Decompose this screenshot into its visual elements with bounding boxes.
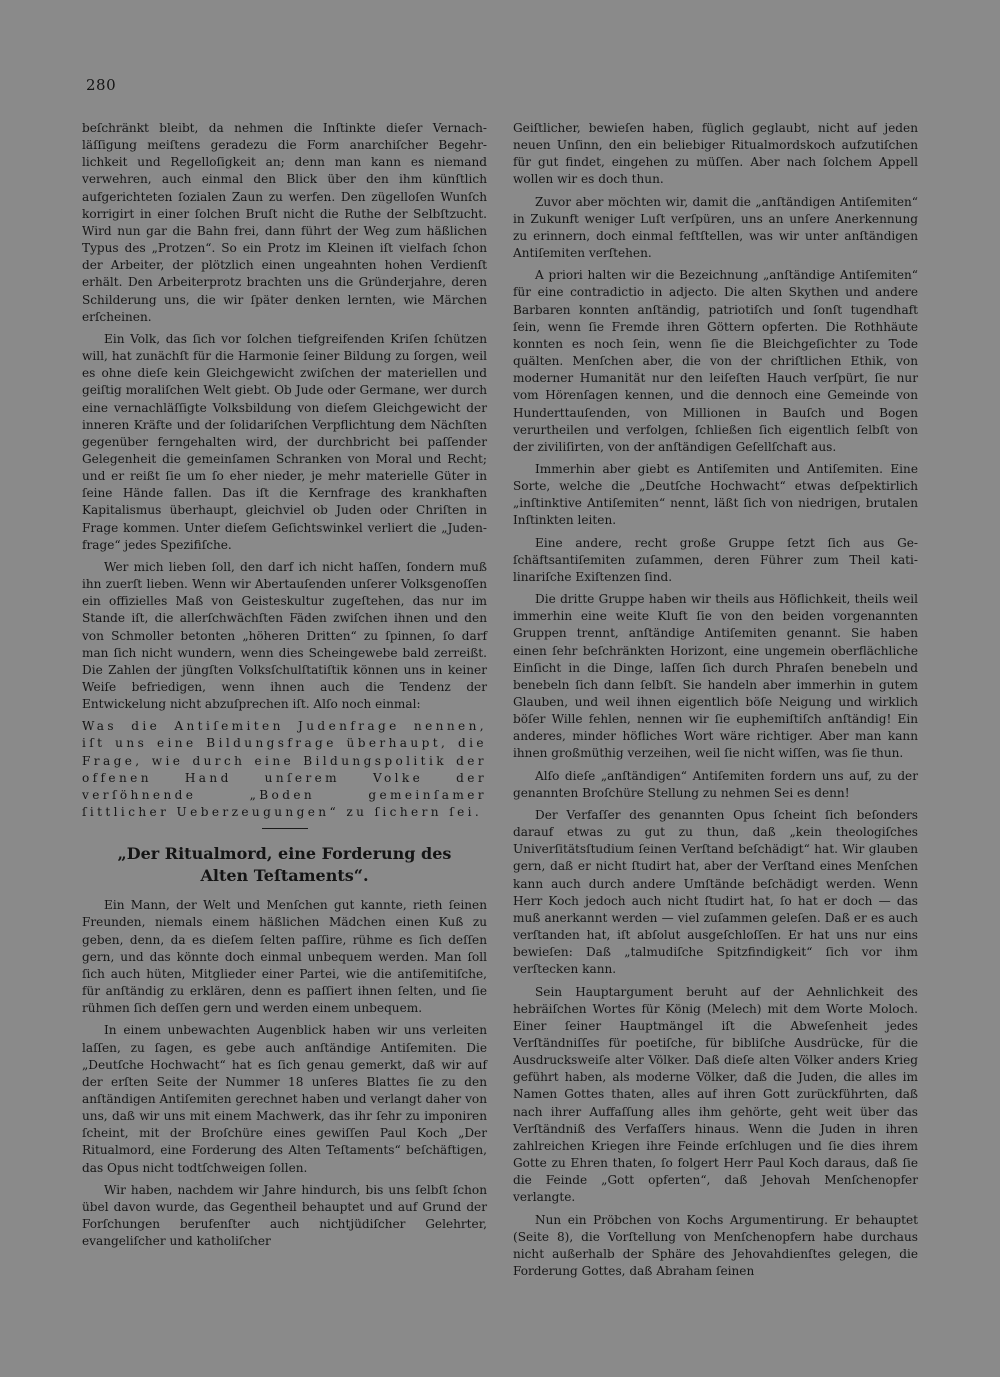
- paragraph: Sein Hauptargument beruht auf der Aehnlichkeit des hebräiſchen Wortes für König (Melech) mit dem Worte Moloch. Einer ſeiner Hauptmängel iſt die Abweſenheit jedes Verſtändniſſes für poetiſche, für bibliſche Ausdrücke, für die Ausdrucksweiſe alter Völker. Daß dieſe alten Völker anders Krieg geführt haben, als moderne Völker, daß die Juden, die alles im Namen Gottes thaten, alles auf ihren Gott zurückführten, daß nach ihrer Auffaſſung alles ihm gehörte, geht weit über das Verſtändniß des Verfaſſers hinaus. Wenn die Juden in ihren zahlreichen Kriegen ihre Feinde erſchlugen und ſie dies ihrem Gotte zu Ehren thaten, ſo folgert Herr Paul Koch daraus, daß ſie die Feinde „Gott opferten“, daß Jehovah Menſchenopfer verlangte.: [513, 984, 918, 1205]
- paragraph: Nun ein Pröbchen von Kochs Argumentirung. Er behauptet (Seite 8), die Vorſtellung von Menſchenopfern habe durchaus nicht außerhalb der Sphäre des Jehovahdienſtes gelegen, die Forderung Gottes, daß Abraham ſeinen: [513, 1212, 918, 1278]
- paragraph: Immerhin aber giebt es Antiſemiten und Antiſemiten. Eine Sorte, welche die „Deutſche Hochwacht“ etwas deſpektirlich „inſtinktive Antiſemiten“ nennt, läßt ſich von niedrigen, brutalen Inſtinkten leiten.: [513, 461, 918, 528]
- paragraph: Zuvor aber möchten wir, damit die „anſtändigen Antiſemiten“ in Zukunft weniger Luſt verſpüren, uns an unſere Anerkennung zu erinnern, doch einmal feſtſtellen, was wir unter anſtändigen Antiſemiten verſtehen.: [513, 194, 918, 261]
- paragraph: Wir haben, nachdem wir Jahre hindurch, bis uns ſelbſt ſchon übel davon wurde, das Gegentheil behauptet und auf Grund der Forſchungen berufenſter auch nichtjüdiſcher Gelehrter, evangeliſcher und katholiſcher: [82, 1182, 487, 1249]
- paragraph: Der Verfaſſer des genannten Opus ſcheint ſich beſonders darauf etwas zu gut zu thun, daß „kein theologiſches Univerſitätsſtudium ſeinen Verſtand beſchädigt“ hat. Wir glauben gern, daß er nicht ſtudirt hat, aber der Verſtand eines Menſchen kann auch durch andere Umſtände beſchädigt werden. Wenn Herr Koch jedoch auch nicht ſtudirt hat, ſo hat er doch — das muß anerkannt werden — viel zuſammen geleſen. Daß er es auch verſtanden hat, iſt abſolut ausgeſchloſſen. Er hat uns nur eins bewieſen: Daß „talmudiſche Spitzfindigkeit“ ſich vor ihm verſtecken kann.: [513, 807, 918, 977]
- paragraph: Alſo dieſe „anſtändigen“ Antiſemiten fordern uns auf, zu der genannten Broſchüre Stellung zu nehmen Sei es denn!: [513, 768, 918, 800]
- section-divider: [262, 828, 308, 829]
- paragraph: Die dritte Gruppe haben wir theils aus Höflichkeit, theils weil immerhin eine weite Kluft ſie von den beiden vorgenannten Gruppen trennt, anſtändige Antiſemiten genannt. Sie haben einen ſehr beſchränkten Horizont, eine ungemein oberflächliche Einſicht in die Dinge, laſſen ſich durch Phraſen benebeln und benebeln ſich dann ſelbſt. Sie handeln aber immerhin in gutem Glauben, und weil ihnen eigentlich böſe Neigung und wirklich böſer Wille fehlen, nennen wir ſie euphemiſtiſch anſtändig! Ein anderes, minder höfliches Wort wäre richtiger. Aber man kann ihnen großmüthig verzeihen, weil ſie nicht wiſſen, was ſie thun.: [513, 592, 918, 761]
- headline-line: Alten Teſtaments“.: [200, 866, 369, 886]
- paragraph: Ein Mann, der Welt und Menſchen gut kannte, rieth ſeinen Freunden, niemals einem häßlichen Mädchen einen Kuß zu geben, denn, da es dieſem ſelten paſſire, rühme es ſich deſſen gern, und das könnte doch einmal unbequem werden. Man ſoll ſich auch hüten, Mitglieder einer Partei, wie die antiſemitiſche, für anſtändig zu erklären, denn es paſſiert ihnen ſelten, und ſie rühmen ſich deſſen gern und werden einem unbequem.: [82, 898, 487, 1016]
- right-column: [513, 120, 918, 1285]
- spaced-emphasis-text: Was die Antiſemiten Judenfrage nennen, iſt uns eine Bildungsfrage überhaupt, die Frage, wie durch eine Bildungspolitik der offenen Hand unſerem Volke der verſöhnende „Boden gemeinſamer ſittlicher Ueberzeugungen“ zu ſichern ſei.: [82, 719, 487, 820]
- page-number: 280: [86, 76, 117, 94]
- paragraph: beſchränkt bleibt, da nehmen die Inſtinkte dieſer Vernachläſſigung meiſtens geradezu die Form anarchiſcher Begehrlichkeit und Regelloſigkeit an; denn man kann es niemand verwehren, auch einmal den Blick über den ihm künſtlich aufgerichteten ſozialen Zaun zu werfen. Den zügelloſen Wunſch korrigirt in einer ſolchen Bruſt nicht die Ruthe der Selbſtzucht. Wird nun gar die Bahn frei, dann führt der Weg zum häßlichen Typus des „Protzen“. So ein Protz im Kleinen iſt vielfach ſchon der Arbeiter, der plötzlich einen ungeahnten hohen Verdienſt erhält. Den Arbeiterprotz brachten uns die Gründerjahre, deren Schilderung uns, die wir ſpäter denken lernten, wie Märchen erſcheinen.: [82, 121, 487, 324]
- article-headline: [82, 843, 487, 887]
- paragraph: Ein Volk, das ſich vor ſolchen tiefgreifenden Kriſen ſchützen will, hat zunächſt für die Harmonie ſeiner Bildung zu ſorgen, weil es ohne dieſe kein Gleichgewicht zwiſchen der materiellen und geiſtig moraliſchen Welt giebt. Ob Jude oder Germane, wer durch eine vernachläſſigte Volksbildung von dieſem Gleichgewicht der inneren Kräfte und der ſolidariſchen Verpflichtung dem Nächſten gegenüber ferngehalten wird, der durchbricht bei paſſender Gelegenheit die gemeinſamen Schranken von Moral und Recht; und er reißt ſie um ſo eher nieder, je mehr materielle Güter in ſeine Hände fallen. Das iſt die Kernfrage des krankhaften Kapitalismus überhaupt, gleichviel ob Juden oder Chriſten in Frage kommen. Unter dieſem Geſichtswinkel verliert die „Judenfrage“ jedes Spezifiſche.: [82, 331, 487, 552]
- left-column: [82, 120, 487, 1255]
- paragraph: Eine andere, recht große Gruppe ſetzt ſich aus Geſchäftsantiſemiten zuſammen, deren Führer zum Theil katilinariſche Exiſtenzen ſind.: [513, 535, 918, 584]
- paragraph: Wer mich lieben ſoll, den darf ich nicht haſſen, ſondern muß ihn zuerſt lieben. Wenn wir Abertauſenden unſerer Volksgenoſſen ein offizielles Maß von Geisteskultur zugeſtehen, das nur im Stande iſt, die allerſchwächſten Fäden zwiſchen ihnen und den von Schmoller betonten „höheren Dritten“ zu ſpinnen, ſo darf man ſich nicht wundern, wenn dies Scheingewebe bald zerreißt. Die Zahlen der jüngſten Volksſchulſtatiſtik können uns in keiner Weiſe befriedigen, wenn ihnen auch die Tendenz der Entwickelung nicht abzuſprechen iſt. Alſo noch einmal:: [82, 559, 487, 712]
- paragraph: Geiſtlicher, bewieſen haben, füglich geglaubt, nicht auf jeden neuen Unſinn, den ein beliebiger Ritualmordskoch aufzutiſchen für gut findet, eingehen zu müſſen. Aber nach ſolchem Appell wollen wir es doch thun.: [513, 121, 918, 187]
- headline-line: „Der Ritualmord, eine Forderung des: [117, 844, 452, 864]
- paragraph: In einem unbewachten Augenblick haben wir uns verleiten laſſen, zu ſagen, es gebe auch anſtändige Antiſemiten. Die „Deutſche Hochwacht“ hat es ſich genau gemerkt, daß wir auf der erſten Seite der Nummer 18 unſeres Blattes ſie zu den anſtändigen Antiſemiten gerechnet haben und verlangt daher von uns, daß wir uns mit einem Machwerk, das ihr ſehr zu imponiren ſcheint, mit der Broſchüre eines gewiſſen Paul Koch „Der Ritualmord, eine Forderung des Alten Teſtaments“ beſchäftigen, das Opus nicht todtſchweigen ſollen.: [82, 1023, 487, 1175]
- paragraph: A priori halten wir die Bezeichnung „anſtändige Antiſemiten“ für eine contradictio in adjecto. Die alten Skythen und andere Barbaren konnten anſtändig, patriotiſch und ſonſt tugendhaft ſein, wenn ſie Fremde ihren Göttern opferten. Die Rothhäute konnten es noch ſein, wenn ſie die Bleichgeſichter zu Tode quälten. Menſchen aber, die von der chriſtlichen Ethik, von moderner Humanität nur den leiſeſten Hauch verſpürt, ſie nur vom Hörenſagen kennen, und die dennoch eine Gemeinde von Hunderttauſenden, von Millionen in Bauſch und Bogen verurtheilen und verfolgen, ſchließen ſich eigentlich ſelbſt von der ziviliſirten, von der anſtändigen Geſellſchaft aus.: [513, 268, 918, 454]
